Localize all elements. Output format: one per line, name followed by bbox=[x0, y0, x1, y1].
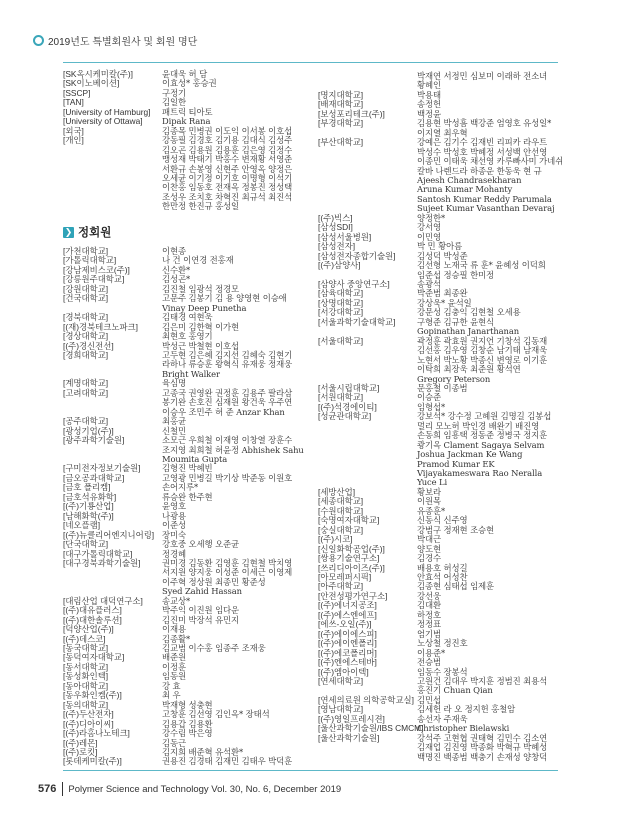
organization-label: [(주)석경에이티] bbox=[318, 401, 377, 412]
running-header bbox=[33, 33, 197, 48]
organization-label: [University of Ottawa] bbox=[63, 116, 143, 127]
member-names: 김선홍 김우영 김창순 남기태 남재욱 bbox=[417, 345, 548, 356]
bottom-divider bbox=[63, 770, 558, 771]
organization-label: [덕양산업(주)] bbox=[63, 624, 114, 635]
member-row bbox=[318, 72, 568, 81]
member-names: 강석주 고현협 권태혁 김민수 김소연 bbox=[417, 732, 548, 743]
page-footer bbox=[38, 782, 341, 796]
organization-label: [가톨릭대학교] bbox=[63, 255, 117, 266]
member-names: 고원건 김대우 박지훈 정범진 최용석 bbox=[417, 676, 548, 686]
organization-label: [네오플램] bbox=[63, 520, 101, 531]
organization-label: [(주)경신전선] bbox=[63, 340, 114, 351]
member-names: Ajeesh Chandrasekharan bbox=[417, 174, 522, 185]
organization-label bbox=[318, 753, 417, 762]
organization-label: [경희대학교] bbox=[63, 349, 109, 360]
member-names: 이찬홍 임동호 전재옥 정봉진 정성택 bbox=[162, 182, 293, 193]
member-names: 최 우 bbox=[162, 690, 181, 701]
organization-label: [연세의료원 의학공학교실] bbox=[318, 694, 414, 705]
organization-label: [외국] bbox=[63, 125, 84, 136]
member-names: 패트릭 티아토 bbox=[162, 106, 213, 117]
organization-label: [서울과학기술대학교] bbox=[318, 316, 396, 327]
organization-label: [(주)디아이씨] bbox=[63, 718, 114, 729]
member-names: 구정기 bbox=[162, 87, 186, 98]
organization-label: [강남제비스코(주)] bbox=[63, 264, 130, 275]
member-names: 고문주 김봉기 김 용 양영현 이승애 bbox=[162, 293, 287, 304]
organization-label: [강원대학교] bbox=[63, 283, 109, 294]
member-names: 강선웅 bbox=[417, 590, 441, 601]
member-names: 강수림 박은영 bbox=[162, 728, 213, 739]
organization-label: [단국대학교] bbox=[63, 539, 109, 550]
organization-label: [아모레퍼시픽] bbox=[318, 572, 372, 583]
organization-label bbox=[318, 185, 417, 194]
organization-label: [세방산업] bbox=[318, 486, 356, 497]
member-list-right bbox=[318, 72, 568, 762]
organization-label bbox=[63, 183, 162, 192]
member-names: 박대근 bbox=[417, 534, 441, 545]
organization-label: [삼성SDI] bbox=[318, 222, 353, 233]
organization-label bbox=[318, 346, 417, 355]
member-names: 고종국 권영완 권정훈 김용주 팔라삼 bbox=[162, 387, 293, 398]
member-names: 신수환* bbox=[162, 264, 191, 275]
organization-label bbox=[318, 195, 417, 204]
organization-label bbox=[63, 578, 162, 587]
organization-label: [숭실대학교] bbox=[318, 524, 364, 535]
organization-label: [에쓰-오일(주)] bbox=[318, 619, 372, 630]
member-names: 안효석 어성찬 bbox=[417, 572, 468, 583]
member-names: 서지원 양지웅 이성준 이세근 이영제 bbox=[162, 567, 293, 578]
member-names: 이탁희 최장욱 최준원 황석연 bbox=[417, 364, 521, 375]
organization-label: [SK옥시케미칼(주)] bbox=[63, 69, 133, 79]
member-names: 김진미 박장석 유민지 bbox=[162, 614, 240, 625]
member-names: 김일한 bbox=[162, 97, 186, 108]
organization-label: [(주)영일프레시젼] bbox=[318, 713, 385, 724]
organization-label: [(주)로킷] bbox=[63, 747, 98, 758]
member-names: 한만정 한진규 홍성일 bbox=[162, 201, 240, 212]
member-names: 서환규 손봉영 신현주 안영옥 양정은 bbox=[162, 163, 293, 174]
member-names: 신동식 신주영 bbox=[417, 515, 468, 526]
member-names: 박용태 bbox=[417, 89, 441, 100]
member-names: 송정헌 bbox=[417, 99, 441, 110]
member-names: 강문성 김충익 김현철 오세용 bbox=[417, 307, 521, 318]
member-names: 김대환 bbox=[417, 600, 441, 611]
member-names: 이정훈 bbox=[162, 661, 186, 672]
member-names: 김은미 김한혁 이가현 bbox=[162, 321, 240, 332]
organization-label bbox=[318, 157, 417, 166]
organization-label: [배재대학교] bbox=[318, 99, 364, 110]
member-names: 박준범 최종완 bbox=[417, 288, 468, 299]
member-names: 김용갑 김용환 bbox=[162, 718, 213, 729]
organization-label bbox=[318, 356, 417, 365]
organization-label: [(주)두산전자] bbox=[63, 709, 114, 720]
organization-label: [광주과학기술원] bbox=[63, 435, 125, 446]
member-names: 배용호 허성길 bbox=[417, 562, 468, 573]
member-names: 강서영 bbox=[417, 222, 441, 233]
member-names: 이원목 bbox=[417, 496, 441, 507]
organization-label: [세종대학교] bbox=[318, 496, 364, 507]
organization-label: [(주)대유플러스] bbox=[63, 605, 122, 616]
member-names: 송교상* bbox=[162, 595, 191, 606]
organization-label bbox=[318, 469, 417, 478]
organization-label: [성균관대학교] bbox=[318, 411, 372, 422]
circle-bullet-icon bbox=[33, 35, 44, 46]
member-names: 김선형 노재국 류 훈* 윤혜성 이덕희 bbox=[417, 260, 546, 271]
organization-label: [강릉원주대학교] bbox=[63, 274, 125, 285]
member-names: 송광석 bbox=[417, 278, 441, 289]
organization-label: [아주대학교] bbox=[318, 581, 364, 592]
member-names: 양도현 bbox=[417, 543, 441, 554]
member-names: Vinay Deep Punetha bbox=[162, 302, 247, 313]
member-names: 쾅기옥 Clament Sagaya Selvam bbox=[417, 439, 545, 450]
member-names: 손동희 임흥택 정동준 정병국 정지훈 bbox=[417, 430, 548, 441]
organization-label: [동의대학교] bbox=[63, 699, 109, 710]
organization-label: [신일화학공업(주)] bbox=[318, 543, 385, 554]
member-names: 고영광 민병길 박기상 박준동 이원호 bbox=[162, 472, 293, 483]
member-names: 이준성 bbox=[162, 520, 186, 531]
organization-label: [보성포리테크(주)] bbox=[318, 108, 385, 119]
member-names: 김경수 bbox=[417, 553, 441, 564]
member-names: 황혜인 bbox=[417, 80, 441, 91]
organization-label: [부경대학교] bbox=[318, 118, 364, 129]
chevron-right-icon: ❯ bbox=[64, 226, 73, 237]
organization-label: [(주)라홈나노테크] bbox=[63, 728, 130, 739]
member-names: 오세균 이기정 이기호 이명형 이석기 bbox=[162, 172, 293, 183]
organization-label bbox=[63, 446, 162, 455]
member-names: 봉기완 손호진 심재원 왕건욱 우주연 bbox=[162, 397, 293, 408]
organization-label: [삼성전자] bbox=[318, 241, 356, 252]
organization-label: [영남대학교] bbox=[318, 704, 364, 715]
organization-label: [광성기업(주)] bbox=[63, 425, 114, 436]
member-names: 김종활* bbox=[162, 633, 191, 644]
organization-label: [건국대학교] bbox=[63, 293, 109, 304]
organization-label: [(주)레몬] bbox=[63, 737, 98, 748]
organization-label: [삼성전자종합기술원] bbox=[318, 250, 396, 261]
member-names: 김태경 여현욱 bbox=[162, 312, 213, 323]
organization-label bbox=[318, 460, 417, 469]
member-names: 나 건 이연경 전홍재 bbox=[162, 255, 234, 266]
member-names: 전승범 bbox=[417, 657, 441, 668]
member-names: 육심명 bbox=[162, 378, 186, 389]
organization-label bbox=[318, 167, 417, 176]
member-names: 나광용 bbox=[162, 510, 186, 521]
member-names: 조성우 조치호 차혁진 최규석 최진석 bbox=[162, 191, 293, 202]
member-names: 김성곤* bbox=[162, 274, 191, 285]
organization-label: [(주)엔에스테바] bbox=[318, 657, 377, 668]
member-names: Joshua Jackman Ke Wang bbox=[417, 449, 523, 460]
member-names: 김오곤 김용원 김용훈 김은영 김정수 bbox=[162, 144, 293, 155]
member-names: 고두현 김은혜 김지선 김혜숙 김현기 bbox=[162, 349, 293, 360]
organization-label: [(주)뉴클리어엔지니어링] bbox=[63, 529, 155, 540]
header-title: 2019년도 특별회원사 및 회원 명단 bbox=[48, 37, 198, 48]
organization-label: [(주)엠아이텍] bbox=[318, 666, 369, 677]
organization-label: [공주대학교] bbox=[63, 416, 109, 427]
member-list-left bbox=[63, 247, 313, 767]
member-names: Syed Zahid Hassan bbox=[162, 586, 242, 597]
organization-label: [안전성평가연구소] bbox=[318, 590, 388, 601]
organization-label: [서원대학교] bbox=[318, 392, 364, 403]
member-names: 강호중 오세행 오준균 bbox=[162, 539, 240, 550]
member-names: Sujeet Kumar Vasanthan Devaraj bbox=[417, 203, 555, 214]
organization-label: [동성화인텍] bbox=[63, 671, 109, 682]
member-names: 구형준 김규한 윤현식 bbox=[417, 316, 495, 327]
organization-label: [SSCP] bbox=[63, 87, 91, 98]
member-names: 양정한* bbox=[417, 212, 446, 223]
organization-label: [금호석유화학] bbox=[63, 491, 117, 502]
organization-label: [동우화인켐(주)] bbox=[63, 690, 122, 701]
organization-label: [울산과학기술원] bbox=[318, 732, 380, 743]
member-names: 임동수 장봉석 bbox=[417, 666, 468, 677]
organization-label bbox=[318, 422, 417, 431]
member-names: 이주혁 정상원 최종민 황준성 bbox=[162, 576, 266, 587]
organization-label: [동덕여자대학교] bbox=[63, 652, 125, 663]
member-names: 칼바 나렌드라 하종운 한동욱 현 규 bbox=[417, 165, 542, 176]
member-names: 강예은 김기수 김재빈 리피카 라우트 bbox=[417, 137, 548, 148]
member-row bbox=[63, 729, 313, 738]
organization-label: [금오공과대학교] bbox=[63, 472, 125, 483]
member-names: 라하나 류승훈 왕혁식 유재웅 정재웅 bbox=[162, 359, 293, 370]
member-names: 강동필 김경호 김기용 김대식 김성주 bbox=[162, 135, 293, 146]
organization-label: [계명대학교] bbox=[63, 378, 109, 389]
member-names: 유종훈* bbox=[417, 505, 446, 516]
organization-label: [(주)에이에스피] bbox=[318, 628, 377, 639]
organization-label bbox=[63, 398, 162, 407]
organization-label bbox=[318, 441, 417, 450]
organization-label bbox=[63, 174, 162, 183]
member-names: 윤영호 bbox=[162, 501, 186, 512]
organization-label: [금호 폴리켐] bbox=[63, 482, 111, 493]
member-names: 홍진기 Chuan Qian bbox=[417, 685, 493, 696]
member-names: 임동원 bbox=[162, 671, 186, 682]
organization-label: [(재)경북테크노파크] bbox=[63, 321, 138, 332]
member-names: Vijayakameswara Rao Neralla bbox=[417, 468, 543, 479]
organization-label bbox=[318, 72, 417, 81]
member-names: 이용준* bbox=[417, 647, 446, 658]
member-names: 강범구 정재현 조승현 bbox=[417, 524, 495, 535]
organization-label: [삼성서울병원] bbox=[318, 231, 372, 242]
organization-label: [서강대학교] bbox=[318, 307, 364, 318]
member-names: 손어지루* bbox=[162, 482, 199, 493]
member-names: Gopinathan Janarthanan bbox=[417, 326, 520, 337]
organization-label: [(주)빅스] bbox=[318, 212, 353, 223]
member-names: 이승준 bbox=[417, 392, 441, 403]
page-number: 576 bbox=[38, 783, 57, 795]
organization-label: [동아대학교] bbox=[63, 680, 109, 691]
organization-label: [연세대학교] bbox=[318, 676, 364, 686]
member-row bbox=[63, 79, 313, 88]
member-names: 박성근 박철현 이호섭 bbox=[162, 340, 240, 351]
member-names: 이재용 bbox=[162, 624, 186, 635]
organization-label bbox=[63, 202, 162, 211]
member-names: 장미숙 bbox=[162, 529, 186, 540]
member-names: 신철민 bbox=[162, 425, 186, 436]
member-names: 박재연 서정민 심보미 이래하 전소녀 bbox=[417, 71, 548, 81]
member-row bbox=[318, 526, 568, 535]
organization-label: [(주)대한솔루션] bbox=[63, 614, 122, 625]
member-names: 류승완 한주현 bbox=[162, 491, 213, 502]
organization-label: [University of Hamburg] bbox=[63, 106, 151, 117]
member-names: 김진철 임광석 정경모 bbox=[162, 283, 240, 294]
member-names: 강보석* 강수정 고혜원 김명길 김봉섭 bbox=[417, 411, 552, 422]
member-names: 강상욱* 윤석일 bbox=[417, 297, 472, 308]
member-row bbox=[318, 753, 568, 762]
member-names: 문홍철 이종범 bbox=[417, 382, 468, 393]
member-names: 이승우 조민주 허 준 Anzar Khan bbox=[162, 406, 285, 417]
organization-label: [동국대학교] bbox=[63, 643, 109, 654]
organization-label: [쌍용기술연구소] bbox=[318, 553, 380, 564]
organization-label: [숙명여자대학교] bbox=[318, 515, 380, 526]
member-names: 백정윤 bbox=[417, 108, 441, 119]
member-names: 이현종 bbox=[162, 246, 186, 256]
member-row bbox=[63, 89, 313, 98]
member-names: 엄기범 bbox=[417, 628, 441, 639]
top-divider bbox=[63, 62, 558, 63]
member-names: 소모근 우희철 이재영 이창열 장훈수 bbox=[162, 435, 293, 446]
organization-label: [TAN] bbox=[63, 97, 84, 108]
member-names: 백명진 백종범 백충기 손재성 양창덕 bbox=[417, 751, 548, 762]
organization-label: [고려대학교] bbox=[63, 387, 109, 398]
organization-label bbox=[318, 365, 417, 374]
member-names: 정경혜 bbox=[162, 548, 186, 559]
member-names: Santosh Kumar Reddy Parumala bbox=[417, 193, 552, 204]
member-names: 고창훈 김선영 김인옥* 장태석 bbox=[162, 709, 270, 720]
member-names: 박재형 성충현 bbox=[162, 699, 213, 710]
member-names: 박 민 황아름 bbox=[417, 241, 463, 252]
organization-label: [쓰리디아이즈(주)] bbox=[318, 562, 385, 573]
organization-label bbox=[63, 146, 162, 155]
organization-label: [(주)데스코] bbox=[63, 633, 106, 644]
organization-label bbox=[63, 568, 162, 577]
organization-label: [대구경북과학기술원] bbox=[63, 557, 141, 568]
organization-label: [구미전자정보기술원] bbox=[63, 463, 141, 474]
member-names: 노현서 박노황 박종신 변영로 이기훈 bbox=[417, 354, 548, 365]
member-names: 김지희 배준혁 유석환* bbox=[162, 747, 244, 758]
member-names: 최홍균 bbox=[162, 416, 186, 427]
member-names: 김성덕 박성준 bbox=[417, 250, 468, 261]
member-names: 노상철 정진호 bbox=[417, 638, 468, 649]
member-names: 박성수 박성호 박혜정 서성백 안선영 bbox=[417, 146, 548, 157]
member-names: 김형진 박혜빈 bbox=[162, 463, 213, 474]
member-names: Yuce Li bbox=[417, 477, 448, 488]
organization-label bbox=[318, 743, 417, 752]
member-names: 맹성재 박태기 박홍수 변재황 서영준 bbox=[162, 154, 293, 165]
member-names: 이종민 이태욱 채선영 카루빠사미 가네쉬 bbox=[417, 156, 564, 167]
member-names: 이지열 최우혁 bbox=[417, 127, 468, 138]
member-names: 김종현 심태섭 임제훈 bbox=[417, 581, 495, 592]
organization-label bbox=[318, 431, 417, 440]
organization-label: [서울시립대학교] bbox=[318, 382, 380, 393]
organization-label: [서울대학교] bbox=[318, 335, 364, 346]
member-names: 김용현 박성흠 백강준 엄영호 유성일* bbox=[417, 118, 552, 129]
organization-label: [삼육대학교] bbox=[318, 288, 364, 299]
member-names: Gregory Peterson bbox=[417, 373, 491, 384]
member-names: 곽정훈 곽효원 권지언 기창석 김동재 bbox=[417, 335, 548, 346]
organization-label: [울산과학기술원/IBS CMCM] bbox=[318, 723, 424, 734]
organization-label: [남해화학(주)] bbox=[63, 510, 114, 521]
member-names: 정정표 bbox=[417, 619, 441, 630]
organization-label bbox=[318, 450, 417, 459]
member-names: 임준섭 정승필 한미정 bbox=[417, 269, 495, 280]
member-row bbox=[63, 202, 313, 211]
organization-label: [롯데케미칼(주)] bbox=[63, 756, 122, 767]
organization-label: [(주)에너지공조] bbox=[318, 600, 377, 611]
section-heading bbox=[63, 224, 111, 240]
member-names: 이민영 bbox=[417, 231, 441, 242]
section-heading-text: 정회원 bbox=[78, 227, 112, 239]
organization-label bbox=[63, 165, 162, 174]
member-list-special bbox=[63, 70, 313, 212]
organization-label: [개인] bbox=[63, 135, 84, 146]
member-row bbox=[63, 512, 313, 521]
member-names: 강 효 bbox=[162, 680, 181, 691]
member-names: Christopher Bielawski bbox=[417, 723, 510, 734]
organization-label bbox=[318, 148, 417, 157]
member-names: Bright Walker bbox=[162, 368, 220, 379]
member-names: 임형섭* bbox=[417, 401, 446, 412]
member-row bbox=[318, 478, 568, 487]
member-row bbox=[318, 214, 568, 223]
organization-label bbox=[63, 155, 162, 164]
organization-label: [수원대학교] bbox=[318, 505, 364, 516]
member-names: 윤대욱 허 담 bbox=[162, 69, 208, 79]
organization-label: [부산대학교] bbox=[318, 137, 364, 148]
member-names: 배준원 bbox=[162, 652, 186, 663]
organization-label: [가천대학교] bbox=[63, 246, 109, 256]
member-names: Aruna Kumar Mohanty bbox=[417, 184, 513, 195]
organization-label bbox=[63, 193, 162, 202]
organization-label bbox=[318, 176, 417, 185]
member-names: 김종목 민병권 이도익 이서봉 이호섭 bbox=[162, 125, 293, 136]
member-names: 김재업 김진영 박종화 박혁규 박혜성 bbox=[417, 742, 548, 753]
member-names: 권미경 김동환 김영훈 김현철 박치영 bbox=[162, 557, 293, 568]
member-names: 송선자 주재욱 bbox=[417, 713, 468, 724]
member-names: Dipak Rana bbox=[162, 116, 211, 127]
organization-label bbox=[63, 360, 162, 369]
organization-label: [(주)에이엔폴리] bbox=[318, 638, 377, 649]
member-row bbox=[63, 757, 313, 766]
organization-label: [경상대학교] bbox=[63, 331, 109, 342]
organization-label: [(주)삼양사] bbox=[318, 260, 361, 271]
organization-label: [SK이노베이션] bbox=[63, 78, 120, 89]
member-names: 이효성* 홍승권 bbox=[162, 78, 217, 89]
member-names: Pramod Kumar EK bbox=[417, 458, 495, 469]
member-names: 조지영 최희철 허윤정 Abhishek Sahu bbox=[162, 444, 304, 455]
member-names: 김민섭 bbox=[417, 694, 441, 705]
member-names: 최현호 홍영기 bbox=[162, 331, 213, 342]
member-names: 권용진 김경태 김재민 김태우 박덕훈 bbox=[162, 756, 293, 767]
organization-label: [(주)시코] bbox=[318, 534, 353, 545]
organization-label: [대림산업 대덕연구소] bbox=[63, 595, 143, 606]
member-names: 황보라 bbox=[417, 486, 441, 497]
organization-label: [명지대학교] bbox=[318, 89, 364, 100]
organization-label: [경북대학교] bbox=[63, 312, 109, 323]
member-names: 하정호 bbox=[417, 609, 441, 620]
journal-citation: Polymer Science and Technology Vol. 30, No. 6, December 2019 bbox=[68, 783, 342, 795]
organization-label: [상명대학교] bbox=[318, 297, 364, 308]
member-names: 김교범 이수홍 임종주 조재웅 bbox=[162, 643, 266, 654]
organization-label: [(주)에스엔에프] bbox=[318, 609, 377, 620]
organization-label: [(주)기룡산업] bbox=[63, 501, 114, 512]
footer-separator bbox=[62, 782, 63, 796]
member-names: 박주익 이진원 임다운 bbox=[162, 605, 240, 616]
organization-label: [대구가톨릭대학교] bbox=[63, 548, 133, 559]
organization-label: [동서대학교] bbox=[63, 661, 109, 672]
member-names: 멀리 모노허 박인경 배완기 배진영 bbox=[417, 420, 540, 431]
member-names: Moumita Gupta bbox=[162, 453, 228, 464]
member-names: 김동근 bbox=[162, 737, 186, 748]
organization-label: [삼양사 중앙연구소] bbox=[318, 278, 390, 289]
member-names: 김세헌 라 오 정지헌 홍철암 bbox=[417, 704, 516, 715]
organization-label: [(주)에코폴리머] bbox=[318, 647, 377, 658]
